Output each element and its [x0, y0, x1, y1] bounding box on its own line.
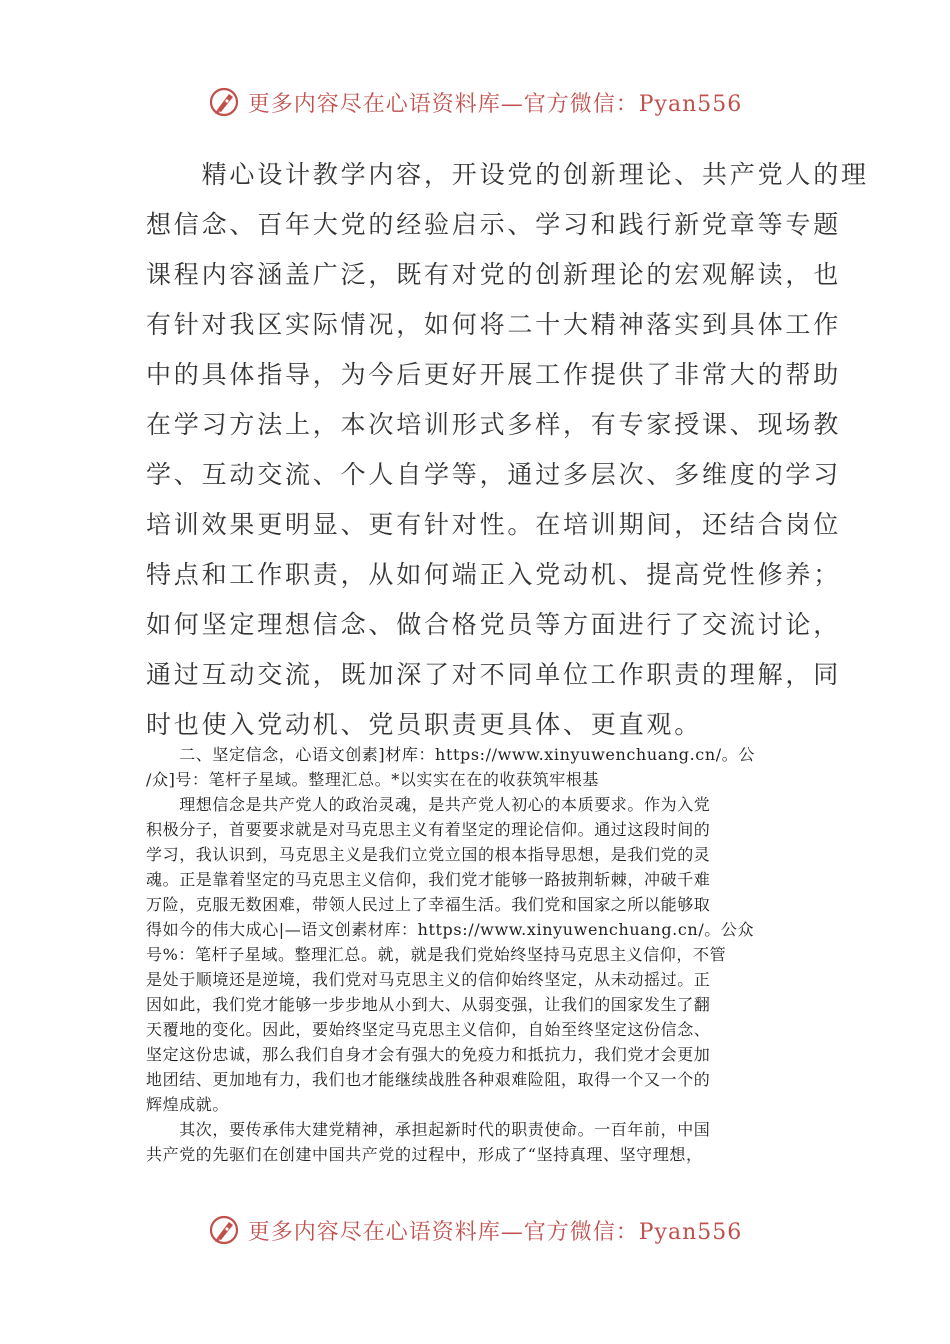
text-line: 是处于顺境还是逆境，我们党对马克思主义的信仰始终坚定，从未动摇过。正	[146, 970, 711, 989]
text-line: 课程内容涵盖广泛，既有对党的创新理论的宏观解读，也	[146, 260, 842, 289]
header-banner-text: 更多内容尽在心语资料库—官方微信：Pyan556	[247, 91, 743, 117]
section-heading: /众]号：笔杆子星域。整理汇总。*以实实在在的收获筑牢根基	[146, 770, 600, 789]
text-line: 在学习方法上，本次培训形式多样，有专家授课、现场教	[146, 410, 842, 439]
pen-nib-circle-icon	[208, 86, 240, 118]
body-small-section	[146, 742, 812, 1167]
text-line: 理想信念是共产党人的政治灵魂，是共产党人初心的本质要求。作为入党	[146, 795, 711, 814]
text-line: 特点和工作职责，从如何端正入党动机、提高党性修养；	[146, 560, 842, 589]
text-line: 万险，克服无数困难，带领人民过上了幸福生活。我们党和国家之所以能够取	[146, 895, 711, 914]
section-heading: 二、坚定信念，心语文创素]材库：https://www.xinyuwenchuang.cn/。公	[146, 745, 755, 764]
text-line: 通过互动交流，既加深了对不同单位工作职责的理解，同	[146, 660, 842, 689]
pen-nib-circle-icon	[208, 1214, 240, 1246]
text-line: 共产党的先驱们在创建中国共产党的过程中，形成了“坚持真理、坚守理想，	[146, 1145, 703, 1164]
text-line: 其次，要传承伟大建党精神，承担起新时代的职责使命。一百年前，中国	[146, 1120, 711, 1139]
text-line: 因如此，我们党才能够一步步地从小到大、从弱变强，让我们的国家发生了翻	[146, 995, 711, 1014]
text-line: 培训效果更明显、更有针对性。在培训期间，还结合岗位	[146, 510, 842, 539]
text-line: 有针对我区实际情况，如何将二十大精神落实到具体工作	[146, 310, 842, 339]
text-line: 积极分子，首要要求就是对马克思主义有着坚定的理论信仰。通过这段时间的	[146, 820, 711, 839]
text-line: 学、互动交流、个人自学等，通过多层次、多维度的学习	[146, 460, 842, 489]
text-line: 中的具体指导，为今后更好开展工作提供了非常大的帮助	[146, 360, 842, 389]
text-line: 坚定这份忠诚，那么我们自身才会有强大的免疫力和抵抗力，我们党才会更加	[146, 1045, 711, 1064]
text-line: 想信念、百年大党的经验启示、学习和践行新党章等专题	[146, 210, 842, 239]
text-line: 学习，我认识到，马克思主义是我们立党立国的根本指导思想，是我们党的灵	[146, 845, 711, 864]
text-line: 如何坚定理想信念、做合格党员等方面进行了交流讨论，	[146, 610, 842, 639]
text-line: 号%：笔杆子星域。整理汇总。就，就是我们党始终坚持马克思主义信仰，不管	[146, 945, 727, 964]
text-line: 精心设计教学内容，开设党的创新理论、共产党人的理	[146, 160, 869, 189]
text-line: 魂。正是靠着坚定的马克思主义信仰，我们党才能够一路披荆斩棘，冲破千难	[146, 870, 711, 889]
text-line: 地团结、更加地有力，我们也才能继续战胜各种艰难险阻，取得一个又一个的	[146, 1070, 711, 1089]
body-large-paragraph	[146, 150, 869, 750]
text-line: 得如今的伟大成心|—语文创素材库：https://www.xinyuwenchuang.cn/。公众	[146, 920, 755, 939]
text-line: 时也使入党动机、党员职责更具体、更直观。	[146, 710, 703, 739]
footer-banner-text: 更多内容尽在心语资料库—官方微信：Pyan556	[247, 1219, 743, 1245]
text-line: 天覆地的变化。因此，要始终坚定马克思主义信仰，自始至终坚定这份信念、	[146, 1020, 711, 1039]
header-banner	[0, 82, 950, 122]
text-line: 辉煌成就。	[146, 1095, 230, 1114]
footer-banner	[0, 1210, 950, 1250]
